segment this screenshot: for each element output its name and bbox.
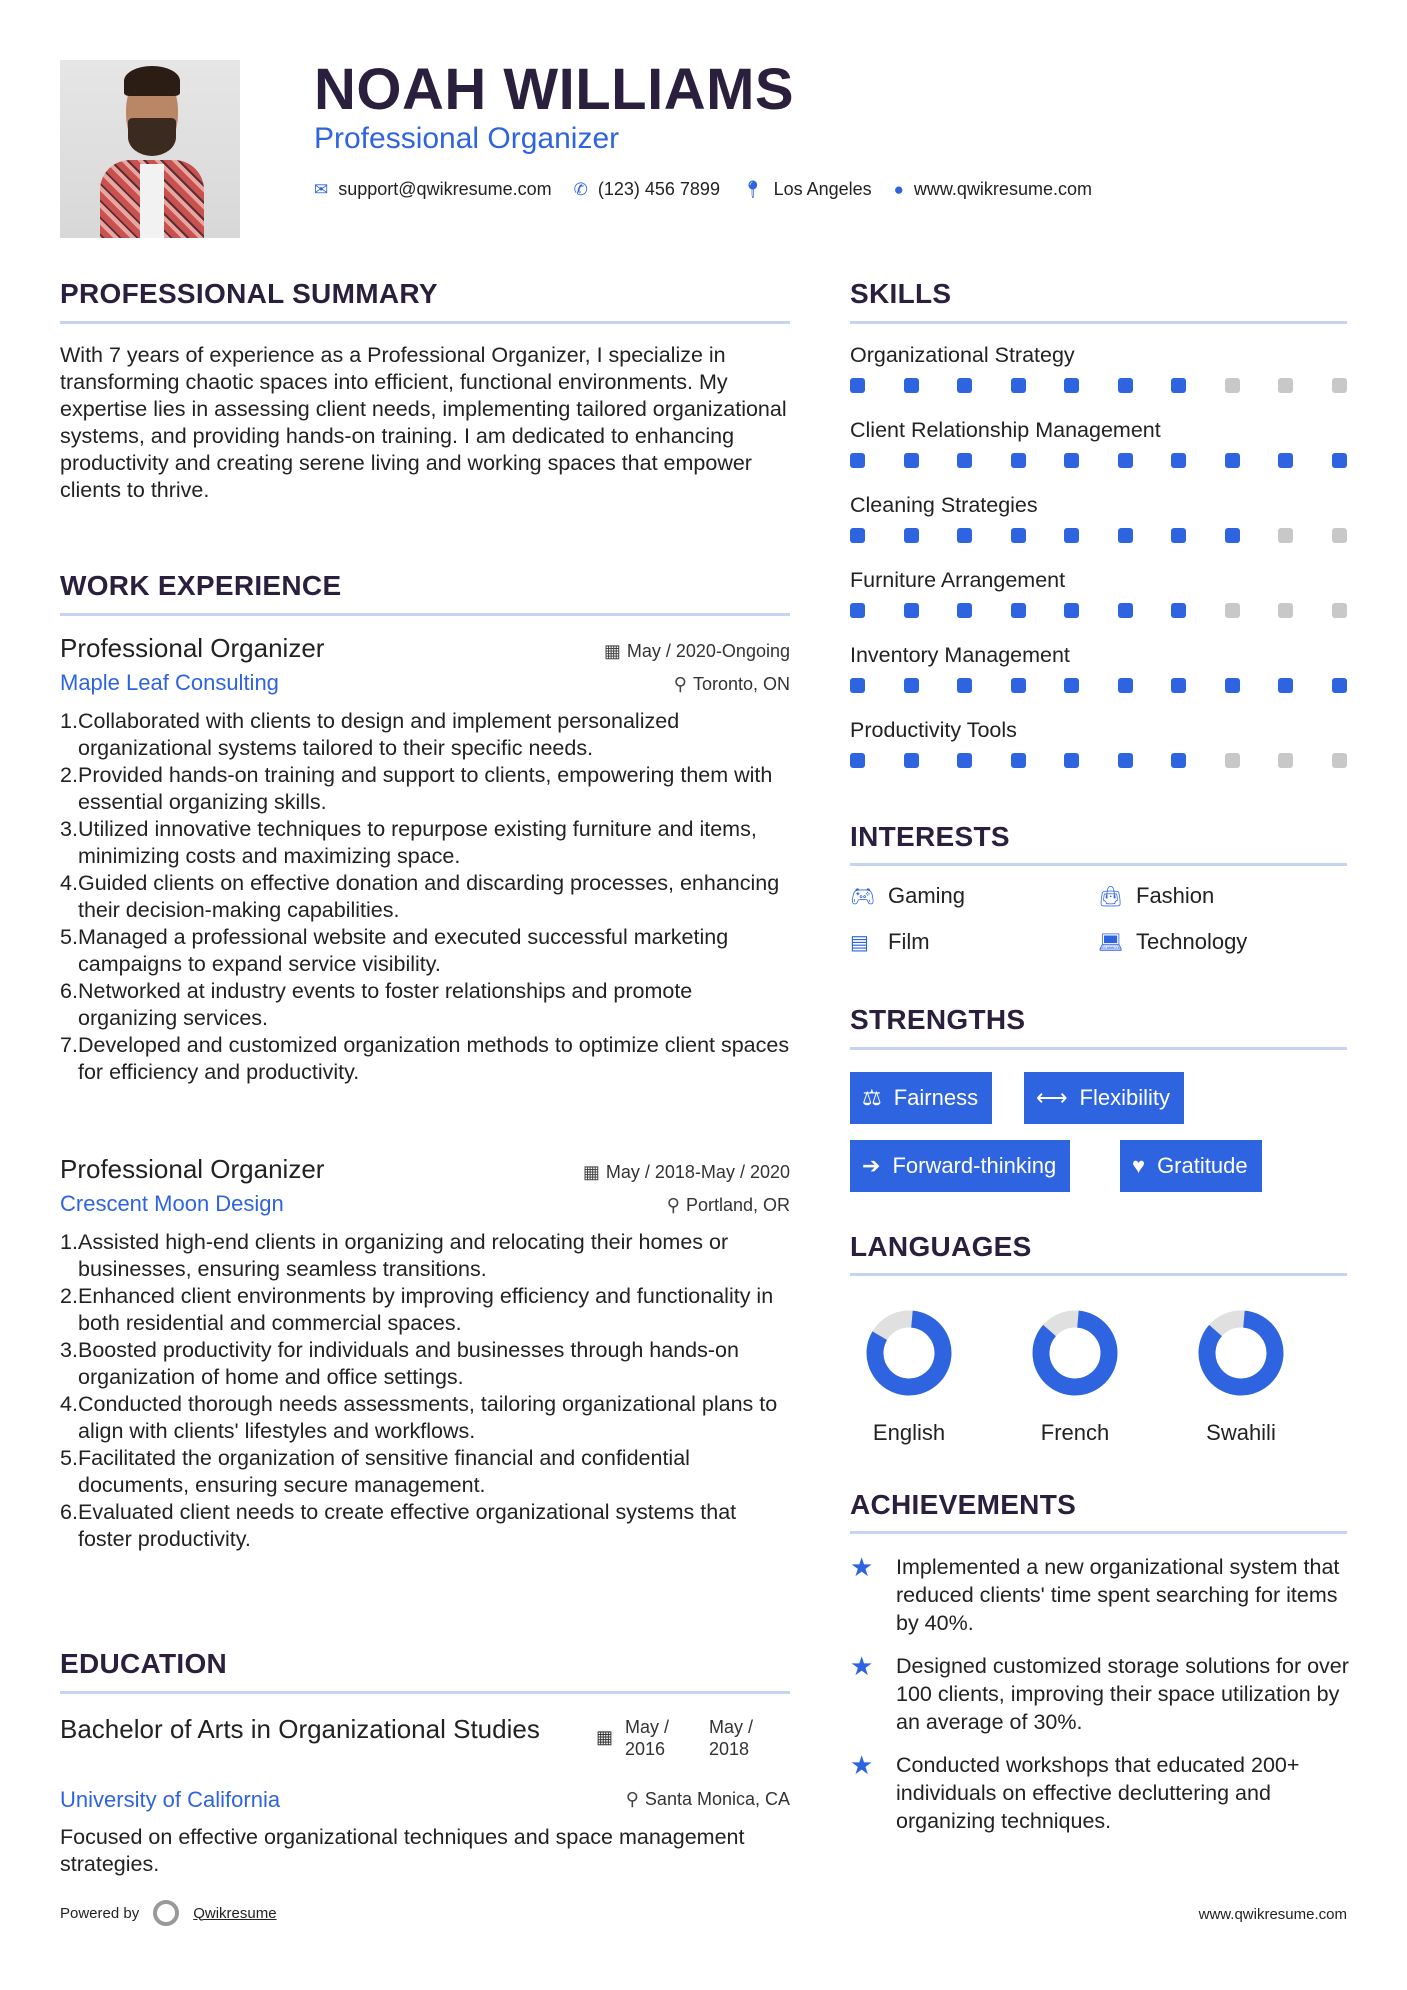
skill-dot-filled [1011, 678, 1026, 693]
education-end: May / 2018 [709, 1717, 754, 1759]
education-start: May / 2016 [625, 1717, 670, 1759]
contact-location: Los Angeles [773, 179, 872, 199]
skill-dot-filled [1171, 603, 1186, 618]
job-title: Professional Organizer [60, 633, 325, 663]
achievements-heading: ACHIEVEMENTS [850, 1489, 1077, 1520]
skill-dot-empty [1278, 528, 1293, 543]
envelope-icon: ✉ [314, 179, 329, 199]
interest-gaming [850, 883, 965, 909]
skill-dot-empty [1278, 378, 1293, 393]
skill-dot-filled [1118, 753, 1133, 768]
skill-name: Furniture Arrangement [850, 568, 1066, 592]
skill-dot-filled [1064, 753, 1079, 768]
interest-label: Technology [1136, 929, 1248, 954]
skill-dot-filled [1118, 528, 1133, 543]
strengths-heading: STRENGTHS [850, 1004, 1026, 1035]
skill-dot-empty [1332, 603, 1347, 618]
skill-dot-empty [1332, 378, 1347, 393]
interest-label: Film [888, 929, 930, 954]
interest-label: Gaming [888, 883, 966, 908]
skill-dot-filled [904, 603, 919, 618]
skill-name: Client Relationship Management [850, 418, 1161, 442]
list-item: Facilitated the organization of sensitive financial and confidential documents, ensuring secure management. [78, 1446, 690, 1497]
school-name[interactable]: University of California [60, 1787, 281, 1812]
skill-dot-filled [1171, 378, 1186, 393]
calendar-icon: ▦ [603, 641, 621, 661]
arrow-right-icon: ➔ [862, 1153, 881, 1178]
skill-row [850, 643, 1347, 718]
section-divider [850, 1531, 1347, 1534]
job-dates: May / 2020-Ongoing [626, 641, 790, 661]
languages-list [850, 1305, 1347, 1445]
skill-dot-filled [1011, 378, 1026, 393]
skill-dot-filled [1064, 603, 1079, 618]
skill-name: Inventory Management [850, 643, 1070, 667]
skill-name: Cleaning Strategies [850, 493, 1038, 517]
job-location: Toronto, ON [692, 674, 790, 694]
skill-dot-empty [1225, 378, 1240, 393]
skill-dot-filled [957, 603, 972, 618]
skill-dot-filled [1278, 678, 1293, 693]
skill-name: Productivity Tools [850, 718, 1017, 742]
summary-heading: PROFESSIONAL SUMMARY [60, 278, 438, 309]
skill-dot-filled [1011, 453, 1026, 468]
language-name: French [1040, 1420, 1110, 1445]
job-dates: May / 2018-May / 2020 [605, 1162, 790, 1182]
achievement-text: Implemented a new organizational system that reduced clients' time spent searching for items by 40%. [896, 1555, 1340, 1635]
qwikresume-logo-icon [153, 1900, 179, 1926]
section-divider [850, 321, 1347, 324]
language-name: Swahili [1206, 1420, 1276, 1445]
footer-site[interactable]: www.qwikresume.com [1198, 1906, 1347, 1923]
achievement-item [850, 1553, 1350, 1637]
skill-dot-filled [1064, 378, 1079, 393]
interests-heading: INTERESTS [850, 821, 1010, 852]
powered-by-label: Powered by [60, 1904, 140, 1922]
list-item: Boosted productivity for individuals and businesses through hands-on organization of home and office settings. [78, 1338, 739, 1389]
section-divider [60, 613, 790, 616]
job-entry [60, 633, 790, 1086]
skill-dot-filled [850, 378, 865, 393]
balance-scale-icon: ⚖ [862, 1085, 882, 1110]
contact-website[interactable]: www.qwikresume.com [913, 179, 1092, 199]
job-company[interactable]: Maple Leaf Consulting [60, 670, 279, 695]
star-icon: ★ [850, 1750, 874, 1780]
skill-dot-filled [904, 453, 919, 468]
skill-dot-filled [850, 678, 865, 693]
skill-row [850, 343, 1347, 418]
skill-dot-filled [1225, 678, 1240, 693]
skill-dot-filled [850, 603, 865, 618]
school-location-wrap [626, 1789, 790, 1810]
section-divider [850, 863, 1347, 866]
skill-dot-empty [1278, 603, 1293, 618]
languages-heading: LANGUAGES [850, 1231, 1032, 1262]
list-item: Networked at industry events to foster relationships and promote organizing services. [78, 979, 693, 1030]
strength-badge [850, 1140, 1070, 1192]
strength-badge [850, 1072, 992, 1124]
skill-dot-filled [904, 753, 919, 768]
pushpin-icon: ⚲ [673, 674, 687, 694]
phone-icon: ✆ [573, 179, 588, 199]
skill-dot-filled [957, 378, 972, 393]
section-divider [850, 1047, 1347, 1050]
achievement-item [850, 1652, 1350, 1736]
skill-rating [850, 603, 1347, 618]
skill-rating [850, 453, 1347, 468]
school-location: Santa Monica, CA [644, 1789, 790, 1809]
skill-dot-filled [1064, 453, 1079, 468]
film-icon: ▤ [850, 931, 869, 954]
skill-dot-empty [1225, 753, 1240, 768]
gamepad-icon: 🎮︎ [850, 885, 876, 908]
skill-dot-filled [1332, 678, 1347, 693]
globe-icon: ● [893, 179, 904, 199]
section-divider [850, 1273, 1347, 1276]
list-item: Developed and customized organization methods to optimize client spaces for efficiency and productivity. [78, 1033, 790, 1084]
strength-label: Forward-thinking [892, 1153, 1057, 1178]
skill-dot-filled [904, 678, 919, 693]
language-item [1181, 1305, 1301, 1446]
strength-badge [1120, 1140, 1262, 1192]
pushpin-icon: ⚲ [625, 1789, 639, 1809]
skill-dot-filled [1011, 753, 1026, 768]
list-item: Utilized innovative techniques to repurpose existing furniture and items, minimizing costs and maximizing space. [78, 817, 757, 868]
interest-label: Fashion [1136, 883, 1215, 908]
language-name: English [872, 1420, 946, 1445]
education-description: Focused on effective organizational techniques and space management strategies. [60, 1825, 745, 1876]
skill-row [850, 568, 1347, 643]
skill-dot-filled [1171, 678, 1186, 693]
job-bullets [60, 1229, 790, 1553]
skill-rating [850, 378, 1347, 393]
job-title: Professional Organizer [60, 1154, 325, 1184]
skills-list [850, 343, 1347, 793]
interest-fashion [1098, 883, 1214, 909]
skill-dot-filled [1011, 528, 1026, 543]
list-item: Collaborated with clients to design and implement personalized organizational systems tailored to their specific needs. [78, 709, 680, 760]
arrows-horizontal-icon: ⟷ [1036, 1085, 1068, 1110]
summary-text: With 7 years of experience as a Professional Organizer, I specialize in transforming chaotic spaces into efficient, functional environments. My expertise lies in assessing client needs, implementing tailored organizational systems, and providing hands-on training. I am dedicated to enhancing productivity and creating serene living and working spaces that empower clients to thrive. [60, 343, 787, 502]
skill-dot-empty [1225, 603, 1240, 618]
shopping-bag-icon: 👜︎ [1098, 885, 1124, 908]
job-entry [60, 1154, 790, 1553]
language-donut [1015, 1305, 1135, 1401]
candidate-title: Professional Organizer [314, 122, 620, 155]
job-location: Portland, OR [685, 1195, 790, 1215]
achievement-text: Designed customized storage solutions for over 100 clients, improving their space utilization by an average of 30%. [896, 1654, 1349, 1734]
strength-label: Fairness [893, 1085, 979, 1110]
education-dates [596, 1716, 781, 1760]
interest-film [850, 929, 930, 955]
skill-rating [850, 753, 1347, 768]
skill-dot-filled [1332, 453, 1347, 468]
skill-dot-filled [850, 528, 865, 543]
skill-dot-filled [957, 453, 972, 468]
experience-heading: WORK EXPERIENCE [60, 570, 342, 601]
list-item: Managed a professional website and executed successful marketing campaigns to expand service visibility. [78, 925, 729, 976]
degree-title: Bachelor of Arts in Organizational Studies [60, 1714, 540, 1744]
calendar-icon: ▦ [596, 1727, 614, 1747]
list-item: Guided clients on effective donation and discarding processes, enhancing their decision-making capabilities. [78, 871, 780, 922]
skill-dot-filled [1118, 678, 1133, 693]
map-pin-icon: 📍︎ [741, 179, 764, 199]
profile-photo [60, 60, 240, 238]
skill-dot-filled [904, 528, 919, 543]
skill-rating [850, 528, 1347, 543]
skill-rating [850, 678, 1347, 693]
list-item: Evaluated client needs to create effective organizational systems that foster productivity. [78, 1500, 737, 1551]
skill-dot-filled [1064, 528, 1079, 543]
list-item: Assisted high-end clients in organizing and relocating their homes or businesses, ensuring seamless transitions. [78, 1230, 729, 1281]
skill-name: Organizational Strategy [850, 343, 1075, 367]
star-icon: ★ [850, 1552, 874, 1582]
interest-technology [1098, 929, 1247, 955]
skill-dot-filled [1225, 528, 1240, 543]
language-donut [1181, 1305, 1301, 1401]
section-divider [60, 321, 790, 324]
list-item: Conducted thorough needs assessments, tailoring organizational plans to align with clients' lifestyles and workflows. [78, 1392, 778, 1443]
laptop-icon: 💻︎ [1098, 931, 1124, 954]
strength-label: Gratitude [1157, 1153, 1248, 1178]
skill-dot-empty [1278, 753, 1293, 768]
skill-row [850, 718, 1347, 793]
list-item: Provided hands-on training and support to clients, empowering them with essential organizing skills. [78, 763, 773, 814]
skill-dot-filled [850, 453, 865, 468]
skill-dot-filled [1278, 453, 1293, 468]
skill-dot-filled [1118, 603, 1133, 618]
skill-dot-filled [1171, 753, 1186, 768]
job-company[interactable]: Crescent Moon Design [60, 1191, 284, 1216]
job-bullets [60, 708, 790, 1086]
skill-dot-empty [1332, 753, 1347, 768]
contact-phone: (123) 456 7899 [597, 179, 720, 199]
contact-bar [314, 179, 1092, 200]
calendar-icon: ▦ [582, 1162, 600, 1182]
skill-row [850, 418, 1347, 493]
skill-dot-empty [1332, 528, 1347, 543]
candidate-name: NOAH WILLIAMS [314, 57, 795, 122]
achievement-item [850, 1751, 1350, 1835]
brand-link[interactable]: Qwikresume [193, 1904, 277, 1922]
skill-dot-filled [957, 753, 972, 768]
language-donut [849, 1305, 969, 1401]
skill-dot-filled [1064, 678, 1079, 693]
skill-dot-filled [1171, 528, 1186, 543]
section-divider [60, 1691, 790, 1694]
skill-dot-filled [957, 678, 972, 693]
star-icon: ★ [850, 1651, 874, 1681]
education-heading: EDUCATION [60, 1648, 228, 1679]
heart-icon: ♥ [1132, 1153, 1146, 1178]
skills-heading: SKILLS [850, 278, 952, 309]
language-item [1015, 1305, 1135, 1446]
footer-powered [60, 1900, 277, 1926]
skill-dot-filled [1118, 378, 1133, 393]
contact-email[interactable]: support@qwikresume.com [338, 179, 552, 199]
skill-dot-filled [1171, 453, 1186, 468]
achievement-text: Conducted workshops that educated 200+ individuals on effective decluttering and organizing techniques. [896, 1753, 1300, 1833]
skill-dot-filled [1118, 453, 1133, 468]
language-item [849, 1305, 969, 1446]
skill-dot-filled [850, 753, 865, 768]
skill-dot-filled [904, 378, 919, 393]
skill-dot-filled [957, 528, 972, 543]
skill-row [850, 493, 1347, 568]
pushpin-icon: ⚲ [666, 1195, 680, 1215]
skill-dot-filled [1225, 453, 1240, 468]
strength-label: Flexibility [1079, 1085, 1171, 1110]
strength-badge [1024, 1072, 1184, 1124]
list-item: Enhanced client environments by improving efficiency and functionality in both residential and commercial spaces. [78, 1284, 774, 1335]
skill-dot-filled [1011, 603, 1026, 618]
